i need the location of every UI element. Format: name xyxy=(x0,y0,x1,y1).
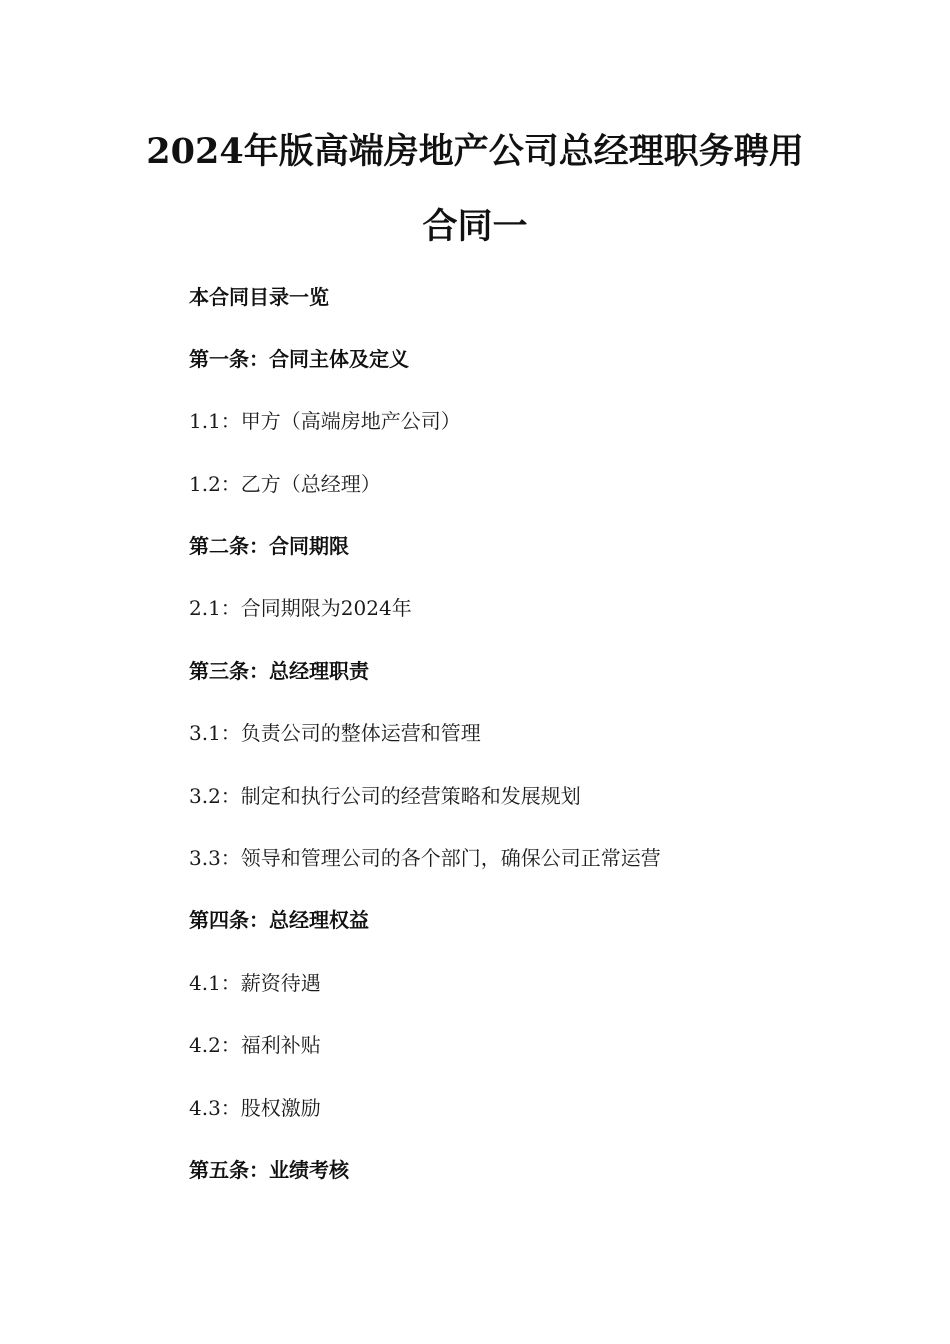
clause-3-2: 3.2：制定和执行公司的经营策略和发展规划 xyxy=(189,784,581,808)
clause-3-3: 3.3：领导和管理公司的各个部门，确保公司正常运营 xyxy=(189,846,661,870)
article-3-heading: 第三条：总经理职责 xyxy=(189,659,369,683)
article-2-heading: 第二条：合同期限 xyxy=(189,534,349,558)
clause-4-1: 4.1：薪资待遇 xyxy=(189,971,321,995)
document-title-line-1: 2024年版高端房地产公司总经理职务聘用 xyxy=(146,131,804,172)
clause-2-1: 2.1：合同期限为2024年 xyxy=(189,596,412,620)
clause-4-2: 4.2：福利补贴 xyxy=(189,1033,321,1057)
article-4-heading: 第四条：总经理权益 xyxy=(189,908,369,932)
clause-4-3: 4.3：股权激励 xyxy=(189,1096,321,1120)
article-1-heading: 第一条：合同主体及定义 xyxy=(189,347,409,371)
clause-1-2: 1.2：乙方（总经理） xyxy=(189,472,381,496)
article-5-heading: 第五条：业绩考核 xyxy=(189,1158,349,1182)
document-title-line-2: 合同一 xyxy=(422,206,528,247)
toc-heading: 本合同目录一览 xyxy=(189,285,329,309)
clause-1-1: 1.1：甲方（高端房地产公司） xyxy=(189,409,461,433)
clause-3-1: 3.1：负责公司的整体运营和管理 xyxy=(189,721,481,745)
